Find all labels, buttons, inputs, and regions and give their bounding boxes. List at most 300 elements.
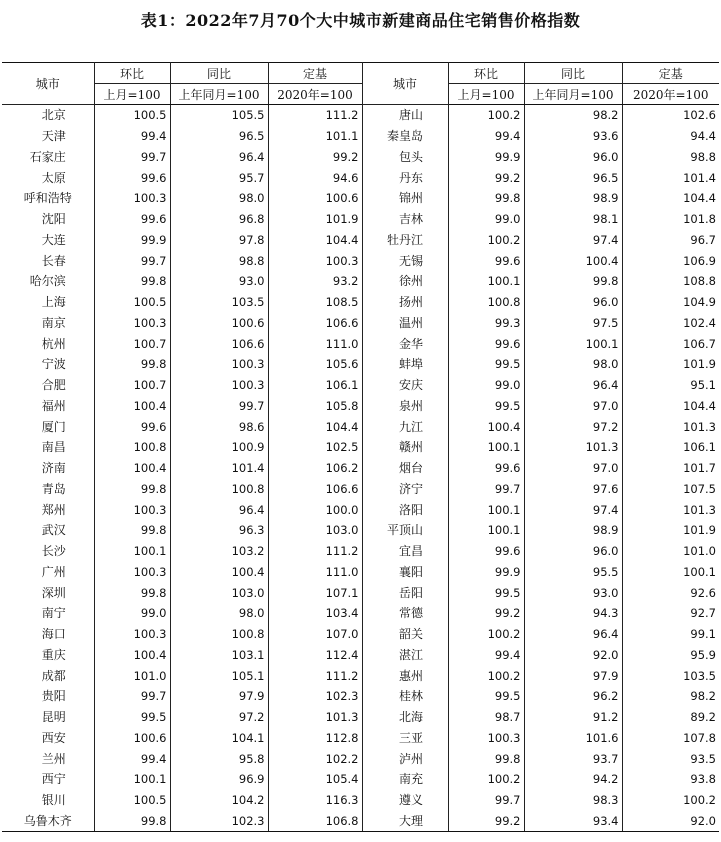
table-row [2,354,719,375]
mom-value-right: 99.5 [448,582,524,603]
base-subheader-left: 2020年=100 [268,84,362,105]
yoy-value-right: 91.2 [524,707,622,728]
city-name-left: 沈阳 [41,212,66,227]
mom-value-left: 100.3 [94,624,170,645]
mom-value-right: 99.6 [448,250,524,271]
city-name-right: 吉林 [362,209,448,230]
base-value-right: 101.7 [622,458,719,479]
base-value-right: 98.8 [622,147,719,168]
base-value-left: 108.5 [268,292,362,313]
mom-header-left: 环比 [94,63,170,84]
city-name-right: 宜昌 [362,541,448,562]
base-value-left: 93.2 [268,271,362,292]
yoy-value-left: 103.2 [170,541,268,562]
base-value-left: 100.0 [268,499,362,520]
city-name-right: 徐州 [362,271,448,292]
base-value-left: 107.1 [268,582,362,603]
yoy-value-right: 96.0 [524,292,622,313]
base-value-right: 107.8 [622,728,719,749]
city-name-left: 西安 [41,730,66,745]
mom-value-left: 99.8 [94,479,170,500]
city-name-right: 桂林 [362,686,448,707]
base-value-left: 116.3 [268,790,362,811]
table-row [2,375,719,396]
mom-value-right: 99.8 [448,748,524,769]
mom-value-right: 99.6 [448,333,524,354]
base-value-left: 105.4 [268,769,362,790]
base-value-left: 106.1 [268,375,362,396]
mom-value-right: 100.3 [448,728,524,749]
mom-value-right: 99.9 [448,562,524,583]
base-value-left: 102.3 [268,686,362,707]
city-name-right: 济宁 [362,479,448,500]
city-name-right: 扬州 [362,292,448,313]
base-value-left: 107.0 [268,624,362,645]
yoy-header-right: 同比 [524,63,622,84]
base-value-right: 101.3 [622,416,719,437]
base-value-left: 105.8 [268,396,362,417]
base-value-left: 106.6 [268,479,362,500]
city-name-left: 西宁 [41,772,66,787]
base-value-left: 100.6 [268,188,362,209]
city-name-left: 银川 [41,793,66,808]
yoy-value-left: 100.3 [170,354,268,375]
yoy-value-right: 98.9 [524,188,622,209]
mom-value-right: 99.3 [448,313,524,334]
table-row [2,686,719,707]
city-name-right: 洛阳 [362,499,448,520]
table-row [2,416,719,437]
mom-value-right: 99.7 [448,790,524,811]
table-header [2,63,719,105]
yoy-value-right: 98.0 [524,354,622,375]
mom-value-right: 99.5 [448,396,524,417]
mom-value-right: 99.0 [448,209,524,230]
city-header-right: 城市 [362,63,448,105]
mom-value-left: 99.8 [94,582,170,603]
base-value-left: 111.2 [268,105,362,126]
table-row [2,313,719,334]
table-row [2,582,719,603]
yoy-value-right: 94.3 [524,603,622,624]
yoy-value-right: 93.4 [524,811,622,832]
table-row [2,769,719,790]
yoy-value-right: 100.4 [524,250,622,271]
mom-value-left: 100.8 [94,437,170,458]
city-name-right: 包头 [362,147,448,168]
mom-value-right: 100.4 [448,416,524,437]
city-name-left: 南昌 [41,440,66,455]
city-name-left: 兰州 [41,751,66,766]
table-row [2,396,719,417]
yoy-value-left: 93.0 [170,271,268,292]
yoy-value-right: 97.2 [524,416,622,437]
city-name-right: 北海 [362,707,448,728]
base-value-left: 101.1 [268,126,362,147]
mom-value-right: 100.2 [448,769,524,790]
city-name-right: 南充 [362,769,448,790]
yoy-value-right: 92.0 [524,645,622,666]
yoy-value-left: 99.7 [170,396,268,417]
mom-value-right: 99.4 [448,645,524,666]
yoy-value-right: 99.8 [524,271,622,292]
mom-value-left: 100.5 [94,292,170,313]
mom-value-left: 100.5 [94,790,170,811]
table-row [2,499,719,520]
mom-value-right: 99.2 [448,811,524,832]
mom-value-left: 100.3 [94,499,170,520]
city-name-left: 长春 [41,253,66,268]
city-name-right: 大理 [362,811,448,832]
city-name-left: 郑州 [41,502,66,517]
city-name-right: 惠州 [362,665,448,686]
table-row [2,437,719,458]
yoy-value-right: 97.0 [524,458,622,479]
mom-subheader-left: 上月=100 [94,84,170,105]
mom-value-right: 99.6 [448,458,524,479]
table-row [2,479,719,500]
mom-value-right: 100.2 [448,624,524,645]
yoy-value-left: 95.7 [170,167,268,188]
yoy-value-left: 97.2 [170,707,268,728]
yoy-value-right: 96.2 [524,686,622,707]
city-name-right: 九江 [362,416,448,437]
mom-value-left: 99.6 [94,167,170,188]
yoy-value-right: 93.6 [524,126,622,147]
mom-value-left: 99.8 [94,271,170,292]
yoy-value-left: 105.1 [170,665,268,686]
city-name-right: 赣州 [362,437,448,458]
city-name-left: 合肥 [41,378,66,393]
mom-value-left: 100.5 [94,105,170,126]
base-value-left: 94.6 [268,167,362,188]
mom-value-right: 100.8 [448,292,524,313]
base-value-right: 92.7 [622,603,719,624]
table-row [2,230,719,251]
yoy-subheader-right: 上年同月=100 [524,84,622,105]
base-value-left: 112.8 [268,728,362,749]
yoy-value-left: 104.2 [170,790,268,811]
city-name-left: 贵阳 [41,689,66,704]
base-value-right: 103.5 [622,665,719,686]
yoy-value-right: 97.9 [524,665,622,686]
yoy-value-left: 100.6 [170,313,268,334]
base-value-right: 101.0 [622,541,719,562]
table-row [2,188,719,209]
mom-value-left: 99.9 [94,230,170,251]
table-row [2,105,719,126]
base-value-left: 105.6 [268,354,362,375]
yoy-value-right: 97.0 [524,396,622,417]
yoy-value-right: 96.0 [524,541,622,562]
yoy-value-right: 96.0 [524,147,622,168]
city-name-right: 泉州 [362,396,448,417]
yoy-value-right: 93.7 [524,748,622,769]
yoy-value-left: 100.8 [170,479,268,500]
base-value-right: 107.5 [622,479,719,500]
mom-value-left: 100.1 [94,541,170,562]
mom-value-right: 100.2 [448,665,524,686]
base-value-right: 101.9 [622,520,719,541]
table-row [2,271,719,292]
base-value-right: 101.9 [622,354,719,375]
mom-value-left: 99.4 [94,126,170,147]
city-name-left: 成都 [41,668,66,683]
yoy-value-right: 93.0 [524,582,622,603]
base-value-left: 104.4 [268,230,362,251]
yoy-value-right: 100.1 [524,333,622,354]
mom-value-right: 100.1 [448,499,524,520]
mom-value-left: 99.8 [94,520,170,541]
yoy-value-left: 103.5 [170,292,268,313]
mom-value-right: 99.8 [448,188,524,209]
base-value-right: 102.4 [622,313,719,334]
yoy-value-right: 94.2 [524,769,622,790]
city-name-left: 武汉 [41,523,66,538]
base-value-left: 106.2 [268,458,362,479]
base-value-left: 100.3 [268,250,362,271]
mom-value-right: 100.2 [448,230,524,251]
base-header-right: 定基 [622,63,719,84]
base-value-right: 106.1 [622,437,719,458]
mom-header-right: 环比 [448,63,524,84]
price-index-table [2,62,719,832]
city-name-right: 湛江 [362,645,448,666]
mom-value-left: 100.6 [94,728,170,749]
mom-value-left: 100.3 [94,313,170,334]
yoy-value-left: 98.6 [170,416,268,437]
mom-value-left: 99.7 [94,686,170,707]
city-name-right: 蚌埠 [362,354,448,375]
base-value-right: 92.6 [622,582,719,603]
city-name-left: 乌鲁木齐 [2,811,94,832]
base-value-left: 104.4 [268,416,362,437]
yoy-subheader-left: 上年同月=100 [170,84,268,105]
yoy-value-right: 101.6 [524,728,622,749]
yoy-value-right: 97.5 [524,313,622,334]
city-name-left: 呼和浩特 [23,191,72,206]
yoy-value-left: 96.8 [170,209,268,230]
mom-value-right: 99.0 [448,375,524,396]
mom-value-left: 99.8 [94,354,170,375]
yoy-value-left: 96.4 [170,499,268,520]
yoy-value-right: 97.4 [524,230,622,251]
mom-value-left: 99.7 [94,147,170,168]
mom-value-right: 100.1 [448,520,524,541]
city-name-right: 锦州 [362,188,448,209]
city-name-left: 济南 [41,461,66,476]
yoy-value-left: 97.9 [170,686,268,707]
yoy-header-left: 同比 [170,63,268,84]
mom-value-right: 99.5 [448,686,524,707]
base-value-left: 106.6 [268,313,362,334]
table-row [2,333,719,354]
table-row [2,562,719,583]
mom-value-left: 100.1 [94,769,170,790]
base-value-left: 102.2 [268,748,362,769]
base-value-right: 93.5 [622,748,719,769]
base-value-left: 101.3 [268,707,362,728]
yoy-value-left: 100.8 [170,624,268,645]
city-name-right: 牡丹江 [362,230,448,251]
city-name-left: 昆明 [41,710,66,725]
table-row [2,167,719,188]
yoy-value-left: 95.8 [170,748,268,769]
base-value-right: 95.1 [622,375,719,396]
base-value-left: 112.4 [268,645,362,666]
city-name-right: 泸州 [362,748,448,769]
yoy-value-left: 100.9 [170,437,268,458]
base-value-left: 102.5 [268,437,362,458]
city-name-right: 烟台 [362,458,448,479]
city-name-left: 石家庄 [29,149,66,164]
mom-value-left: 101.0 [94,665,170,686]
base-value-right: 92.0 [622,811,719,832]
mom-value-right: 100.1 [448,271,524,292]
yoy-value-left: 100.3 [170,375,268,396]
city-name-left: 太原 [41,170,66,185]
table-row [2,541,719,562]
city-name-right: 韶关 [362,624,448,645]
yoy-value-right: 98.9 [524,520,622,541]
base-value-right: 108.8 [622,271,719,292]
mom-value-left: 100.7 [94,333,170,354]
base-value-right: 101.3 [622,499,719,520]
base-value-right: 104.4 [622,188,719,209]
base-value-right: 94.4 [622,126,719,147]
city-name-left: 长沙 [41,544,66,559]
yoy-value-left: 96.4 [170,147,268,168]
city-name-right: 无锡 [362,250,448,271]
yoy-value-left: 102.3 [170,811,268,832]
mom-value-left: 99.4 [94,748,170,769]
base-value-right: 89.2 [622,707,719,728]
base-value-right: 95.9 [622,645,719,666]
city-name-right: 襄阳 [362,562,448,583]
yoy-value-left: 96.5 [170,126,268,147]
city-name-left: 海口 [41,627,66,642]
base-value-right: 106.7 [622,333,719,354]
city-name-left: 南宁 [41,606,66,621]
yoy-value-left: 103.0 [170,582,268,603]
city-name-left: 上海 [41,295,66,310]
yoy-value-left: 98.0 [170,188,268,209]
table-row [2,292,719,313]
base-value-left: 106.8 [268,811,362,832]
base-value-right: 106.9 [622,250,719,271]
mom-value-left: 100.4 [94,645,170,666]
base-value-left: 99.2 [268,147,362,168]
base-value-right: 104.4 [622,396,719,417]
table-title: 表1：2022年7月70个大中城市新建商品住宅销售价格指数 [140,11,581,30]
table-row [2,665,719,686]
mom-value-right: 99.2 [448,603,524,624]
yoy-value-right: 96.4 [524,375,622,396]
city-name-right: 金华 [362,333,448,354]
city-name-left: 哈尔滨 [29,274,66,289]
city-name-left: 宁波 [41,357,66,372]
base-value-right: 100.2 [622,790,719,811]
yoy-value-left: 103.1 [170,645,268,666]
city-name-left: 天津 [41,129,66,144]
mom-value-right: 98.7 [448,707,524,728]
mom-value-left: 100.3 [94,188,170,209]
mom-value-left: 100.4 [94,458,170,479]
base-subheader-right: 2020年=100 [622,84,719,105]
base-value-left: 111.2 [268,541,362,562]
price-index-table-container [2,62,719,832]
city-name-right: 平顶山 [362,520,448,541]
yoy-value-left: 97.8 [170,230,268,251]
mom-value-right: 99.6 [448,541,524,562]
city-name-right: 岳阳 [362,582,448,603]
base-value-right: 102.6 [622,105,719,126]
base-header-left: 定基 [268,63,362,84]
table-row [2,603,719,624]
yoy-value-left: 105.5 [170,105,268,126]
base-value-left: 111.2 [268,665,362,686]
mom-value-right: 99.2 [448,167,524,188]
base-value-right: 93.8 [622,769,719,790]
table-row [2,624,719,645]
table-row [2,811,719,832]
mom-value-right: 99.4 [448,126,524,147]
table-row [2,520,719,541]
yoy-value-right: 95.5 [524,562,622,583]
yoy-value-right: 101.3 [524,437,622,458]
city-name-right: 三亚 [362,728,448,749]
table-row [2,209,719,230]
table-row [2,147,719,168]
table-row [2,250,719,271]
mom-value-left: 99.6 [94,209,170,230]
base-value-right: 99.1 [622,624,719,645]
table-row [2,728,719,749]
city-name-left: 南京 [41,315,66,330]
yoy-value-left: 98.8 [170,250,268,271]
base-value-left: 103.4 [268,603,362,624]
base-value-left: 111.0 [268,562,362,583]
yoy-value-right: 98.3 [524,790,622,811]
yoy-value-right: 98.1 [524,209,622,230]
city-name-left: 广州 [41,564,66,579]
yoy-value-left: 96.9 [170,769,268,790]
city-header-left: 城市 [2,63,94,105]
mom-value-right: 99.5 [448,354,524,375]
mom-value-left: 99.7 [94,250,170,271]
city-name-left: 深圳 [41,585,66,600]
base-value-left: 101.9 [268,209,362,230]
table-row [2,707,719,728]
city-name-left: 厦门 [41,419,66,434]
yoy-value-right: 96.5 [524,167,622,188]
base-value-right: 100.1 [622,562,719,583]
mom-value-right: 100.2 [448,105,524,126]
mom-value-right: 99.9 [448,147,524,168]
mom-value-right: 100.1 [448,437,524,458]
base-value-right: 104.9 [622,292,719,313]
mom-value-left: 100.3 [94,562,170,583]
table-row [2,645,719,666]
base-value-right: 96.7 [622,230,719,251]
city-name-right: 丹东 [362,167,448,188]
base-value-right: 98.2 [622,686,719,707]
mom-value-left: 100.7 [94,375,170,396]
yoy-value-right: 98.2 [524,105,622,126]
city-name-left: 重庆 [41,647,66,662]
mom-value-left: 99.5 [94,707,170,728]
city-name-left: 福州 [41,398,66,413]
